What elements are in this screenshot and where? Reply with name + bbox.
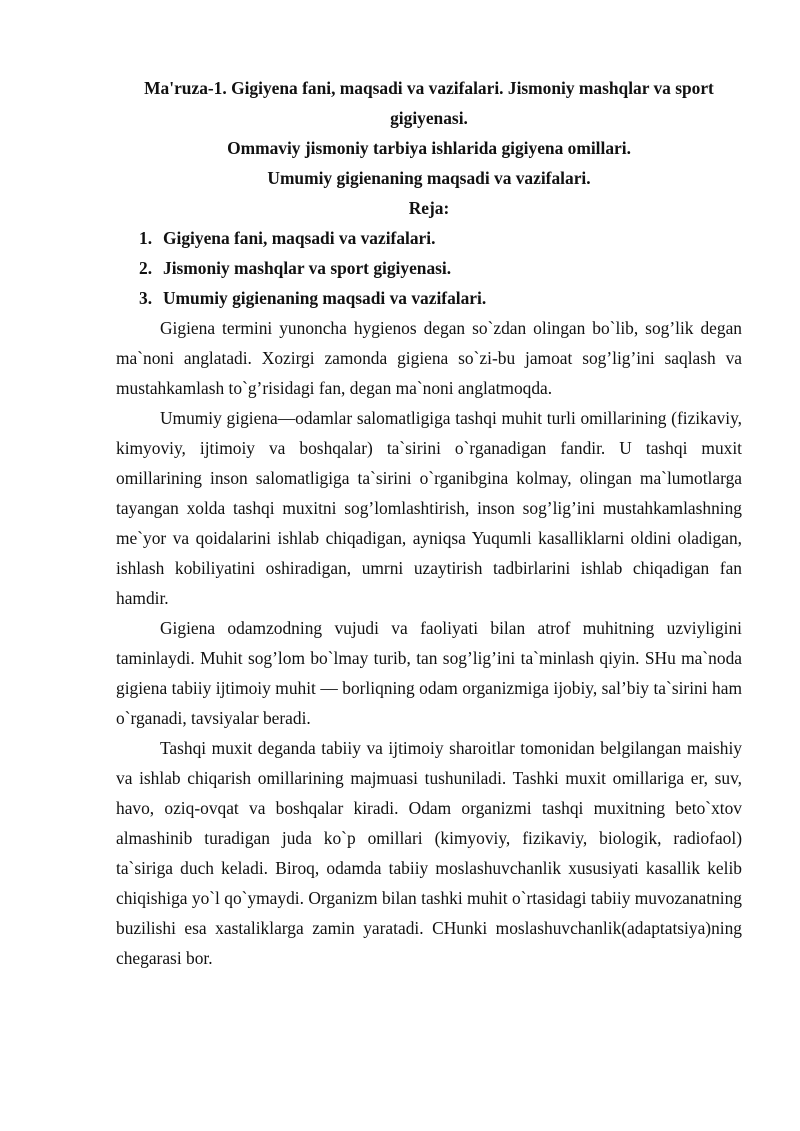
document-page [116,73,742,973]
lecture-title: Ma'ruza-1. Gigiyena fani, maqsadi va vazifalari. Jismoniy mashqlar va sport gigiyenasi. [144,78,714,128]
lecture-subtitle: Ommaviy jismoniy tarbiya ishlarida gigiyena omillari. [227,138,631,158]
body-paragraph: Umumiy gigiena—odamlar salomatligiga tashqi muhit turli omillarining (fizikaviy, kimyoviy, ijtimoiy va boshqalar) ta`sirini o`rganadigan fandir. U tashqi muxit omillarining inson salomatligiga ta`sirini o`rganibgina kolmay, olingan ma`lumotlarga tayangan xolda tashqi muxitni sog’lomlashtirish, inson sog’lig’ini mustahkamlashning me`yor va qoidalarini ishlab chiqadigan, ayniqsa Yuqumli kasalliklarni oldini oladigan, ishlash kobiliyatini oshiradigan, umrni uzaytirish tadbirlarini ishlab chiqadigan fan hamdir. [116,408,742,608]
body-paragraph: Gigiena odamzodning vujudi va faoliyati bilan atrof muhitning uzviyligini taminlaydi. Muhit sog’lom bo`lmay turib, tan sog’lig’ini ta`minlash qiyin. SHu ma`noda gigiena tabiiy ijtimoiy muhit — borliqning odam organizmiga ijobiy, sal’biy ta`sirini ham o`rganadi, tavsiyalar beradi. [116,618,742,728]
lecture-subtitle-2: Umumiy gigienaning maqsadi va vazifalari. [267,168,591,188]
body-paragraph: Tashqi muxit deganda tabiiy va ijtimoiy sharoitlar tomonidan belgilangan maishiy va ishlab chiqarish omillarining majmuasi tushuniladi. Tashki muxit omillariga er, suv, havo, oziq-ovqat va boshqalar kiradi. Odam organizmi tashqi muxitning beto`xtov almashinib turadigan juda ko`p omillari (kimyoviy, fizikaviy, biologik, radiofaol) ta`siriga duch keladi. Biroq, odamda tabiiy moslashuvchanlik xususiyati kasallik kelib chiqishiga yo`l qo`ymaydi. Organizm bilan tashki muhit o`rtasidagi tabiiy muvozanatning buzilishi esa xastaliklarga zamin yaratadi. CHunki moslashuvchanlik(adaptatsiya)ning chegarasi bor. [116,738,742,968]
plan-item [116,223,742,253]
plan-item-text: Gigiyena fani, maqsadi va vazifalari. [163,228,436,248]
plan-item-number: 1. [139,228,153,248]
plan-item [116,283,742,313]
plan-heading: Reja: [408,198,450,218]
plan-list [116,223,742,313]
plan-item-number: 3. [139,288,153,308]
plan-item-number: 2. [139,258,153,278]
plan-item-text: Jismoniy mashqlar va sport gigiyenasi. [163,258,452,278]
plan-item [116,253,742,283]
title-block [116,73,742,223]
plan-item-text: Umumiy gigienaning maqsadi va vazifalari. [163,288,487,308]
body-paragraph: Gigiena termini yunoncha hygienos degan so`zdan olingan bo`lib, sog’lik degan ma`noni anglatadi. Xozirgi zamonda gigiena so`zi-bu jamoat sog’lig’ini saqlash va mustahkamlash to`g’risidagi fan, degan ma`noni anglatmoqda. [116,318,742,398]
